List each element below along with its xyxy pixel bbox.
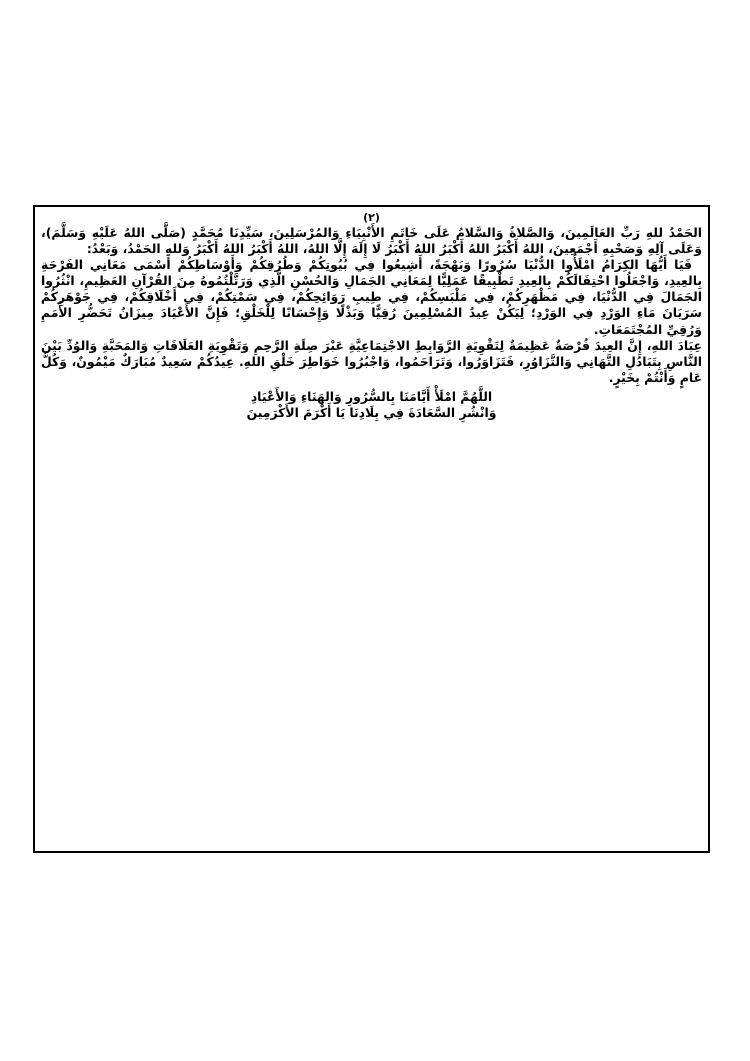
opening-paragraph: الحَمْدُ للهِ رَبِّ العَالَمِينَ، وَالصَّلاةُ وَالسَّلامُ عَلَى خَاتَمِ الأَنْبِيَاءِ وَالمُرْسَلِينَ، سَيِّدِنَا مُحَمَّدٍ (صَلَّى اللهُ عَلَيْهِ وَسَلَّمَ)، وَعَلَى آلِهِ وَصَحْبِهِ أَجْمَعِينَ، اللهُ أَكْبَرُ اللهُ أَكْبَرُ اللهُ أَكْبَرُ لَا إِلَهَ إِلَّا اللهُ، اللهُ أَكْبَرُ اللهُ أَكْبَرُ وَللهِ الحَمْدُ، وَبَعْدُ: <box>41 225 702 257</box>
closing-prayer-line-2: وَانْشُرِ السَّعَادَةَ فِي بِلَادِنَا يَا أَكْرَمَ الأَكْرَمِينَ <box>246 405 497 421</box>
document-body <box>41 211 702 421</box>
celebration-paragraph: فَيَا أَيُّهَا الكِرَامُ امْلَأُوا الدُّنْيَا سُرُورًا وَبَهْجَةً، أَشِيعُوا فِي بُيُوتِكُمْ وَطُرُقِكُمْ وَأَوْسَاطِكُمْ أَسْمَى مَعَانِي الفَرْحَةِ بِالعِيدِ، وَاجْعَلُوا احْتِفَالَكُمْ بِالعِيدِ تَطْبِيقًا عَمَلِيًّا لِمَعَانِي الجَمَالِ وَالحُسْنِ الَّذِي وَرَتَّلْتُمُوهُ مِنَ القُرْآنِ العَظِيمِ، انْثُرُوا الجَمَالَ فِي الدُّنْيَا، فِي مَظْهَرِكُمْ، فِي مَلْبَسِكُمْ، فِي طِيبِ رَوَائِحِكُمْ، فِي سَمْتِكُمْ، فِي أَخْلَاقِكُمْ، فِي جَوْهَرِكُمْ سَرَيَانَ مَاءِ الوَرْدِ فِي الوَرْدِ؛ لِيَكُنْ عِيدُ المُسْلِمِينَ رُقِيًّا وَبَذْلًا وَإِحْسَانًا لِلْخَلْقِ؛ فَإِنَّ الأَعْيَادَ مِيزَانُ تَحَضُّرِ الأُمَمِ وَرُقِيِّ المُجْتَمَعَاتِ. <box>41 257 702 337</box>
page-number: (٢) <box>363 211 380 224</box>
social-bonds-paragraph: عِبَادَ اللهِ، إِنَّ العِيدَ فُرْصَةٌ عَظِيمَةٌ لِتَقْوِيَةِ الرَّوَابِطِ الاجْتِمَاعِيَّةِ عَبْرَ صِلَةِ الرَّحِمِ وَتَقْوِيَةِ العَلَاقَاتِ وَالمَحَبَّةِ وَالوُدِّ بَيْنَ النَّاسِ بِتَبَادُلِ التَّهَانِي وَالتَّزَاوُرِ، فَتَزَاوَرُوا، وَتَرَاحَمُوا، وَاجْبُرُوا خَوَاطِرَ خَلْقِ اللهِ. عِيدُكُمْ سَعِيدٌ مُبَارَكٌ مَيْمُونٌ، وَكُلُّ عَامٍ وَأَنْتُمْ بِخَيْرٍ. <box>41 337 702 385</box>
page-border <box>33 205 710 853</box>
closing-prayer-line-1: اللَّهُمَّ امْلَأْ أَيَّامَنَا بِالسُّرُورِ وَالهَنَاءِ وَالأَعْيَادِ <box>250 388 493 404</box>
